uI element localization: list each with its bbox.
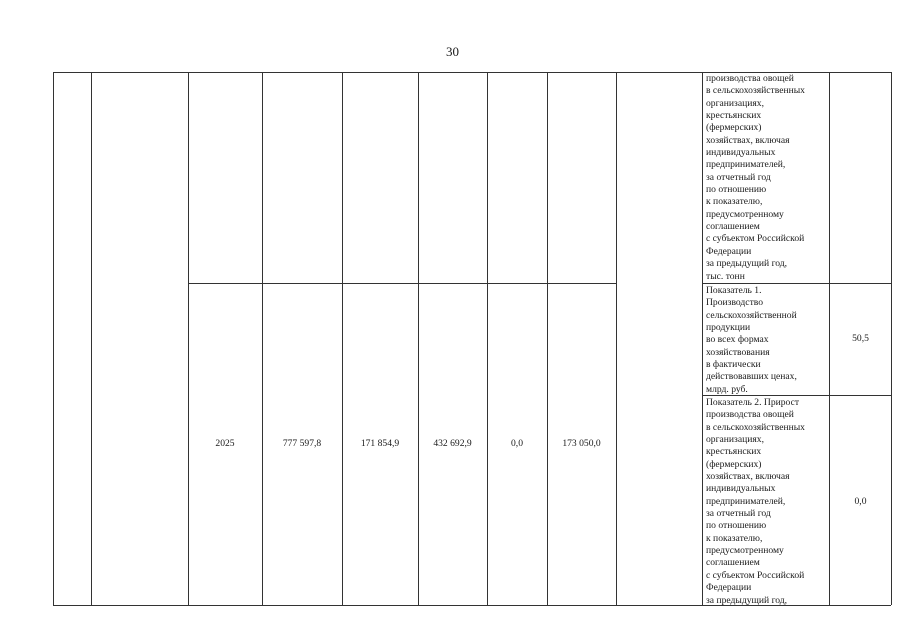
col-line-10 (702, 72, 703, 605)
indicator-text-continued: производства овощей в сельскохозяйственных организациях, крестьянских (фермерских) хозяйствах, включая индивидуальных предпринимателей, за отчетный год по отношению к показателю, предусмотренному соглашением с субъектом Российской Федерации за предыдущий год, тыс. тонн (706, 73, 805, 282)
page-number: 30 (446, 44, 459, 59)
row-divider-indicator-1 (702, 283, 891, 284)
other-sources-cell: 173 050,0 (562, 438, 601, 449)
regional-budget-cell: 432 692,9 (433, 438, 472, 449)
municipal-budget-cell: 0,0 (511, 438, 523, 449)
year-cell: 2025 (215, 438, 235, 449)
federal-budget-cell: 171 854,9 (360, 438, 400, 449)
col-line-5 (342, 72, 343, 605)
col-line-9 (616, 72, 617, 605)
col-line-3 (188, 72, 189, 605)
col-line-1 (53, 72, 54, 605)
indicator-2-value: 0,0 (854, 496, 867, 507)
col-line-8 (547, 72, 548, 605)
indicator-1-value: 50,5 (852, 333, 869, 344)
indicator-2-text: Показатель 2. Прирост производства овощей в сельскохозяйственных организациях, крестьянских (фермерских) хозяйствах, включая индивидуальных предпринимателей, за отчетный год по отношению к показателю, предусмотренному соглашением с субъектом Российской Федерации за предыдущий год, (706, 397, 805, 606)
col-line-6 (418, 72, 419, 605)
indicator-1-text: Показатель 1. Производство сельскохозяйственной продукции во всех формах хозяйствования в фактически действовавших ценах, млрд. руб. (706, 285, 797, 395)
col-line-2 (91, 72, 92, 605)
total-cell: 777 597,8 (282, 438, 322, 449)
col-line-7 (487, 72, 488, 605)
row-divider-2025 (188, 283, 616, 284)
col-line-4 (262, 72, 263, 605)
col-line-12 (891, 72, 892, 605)
